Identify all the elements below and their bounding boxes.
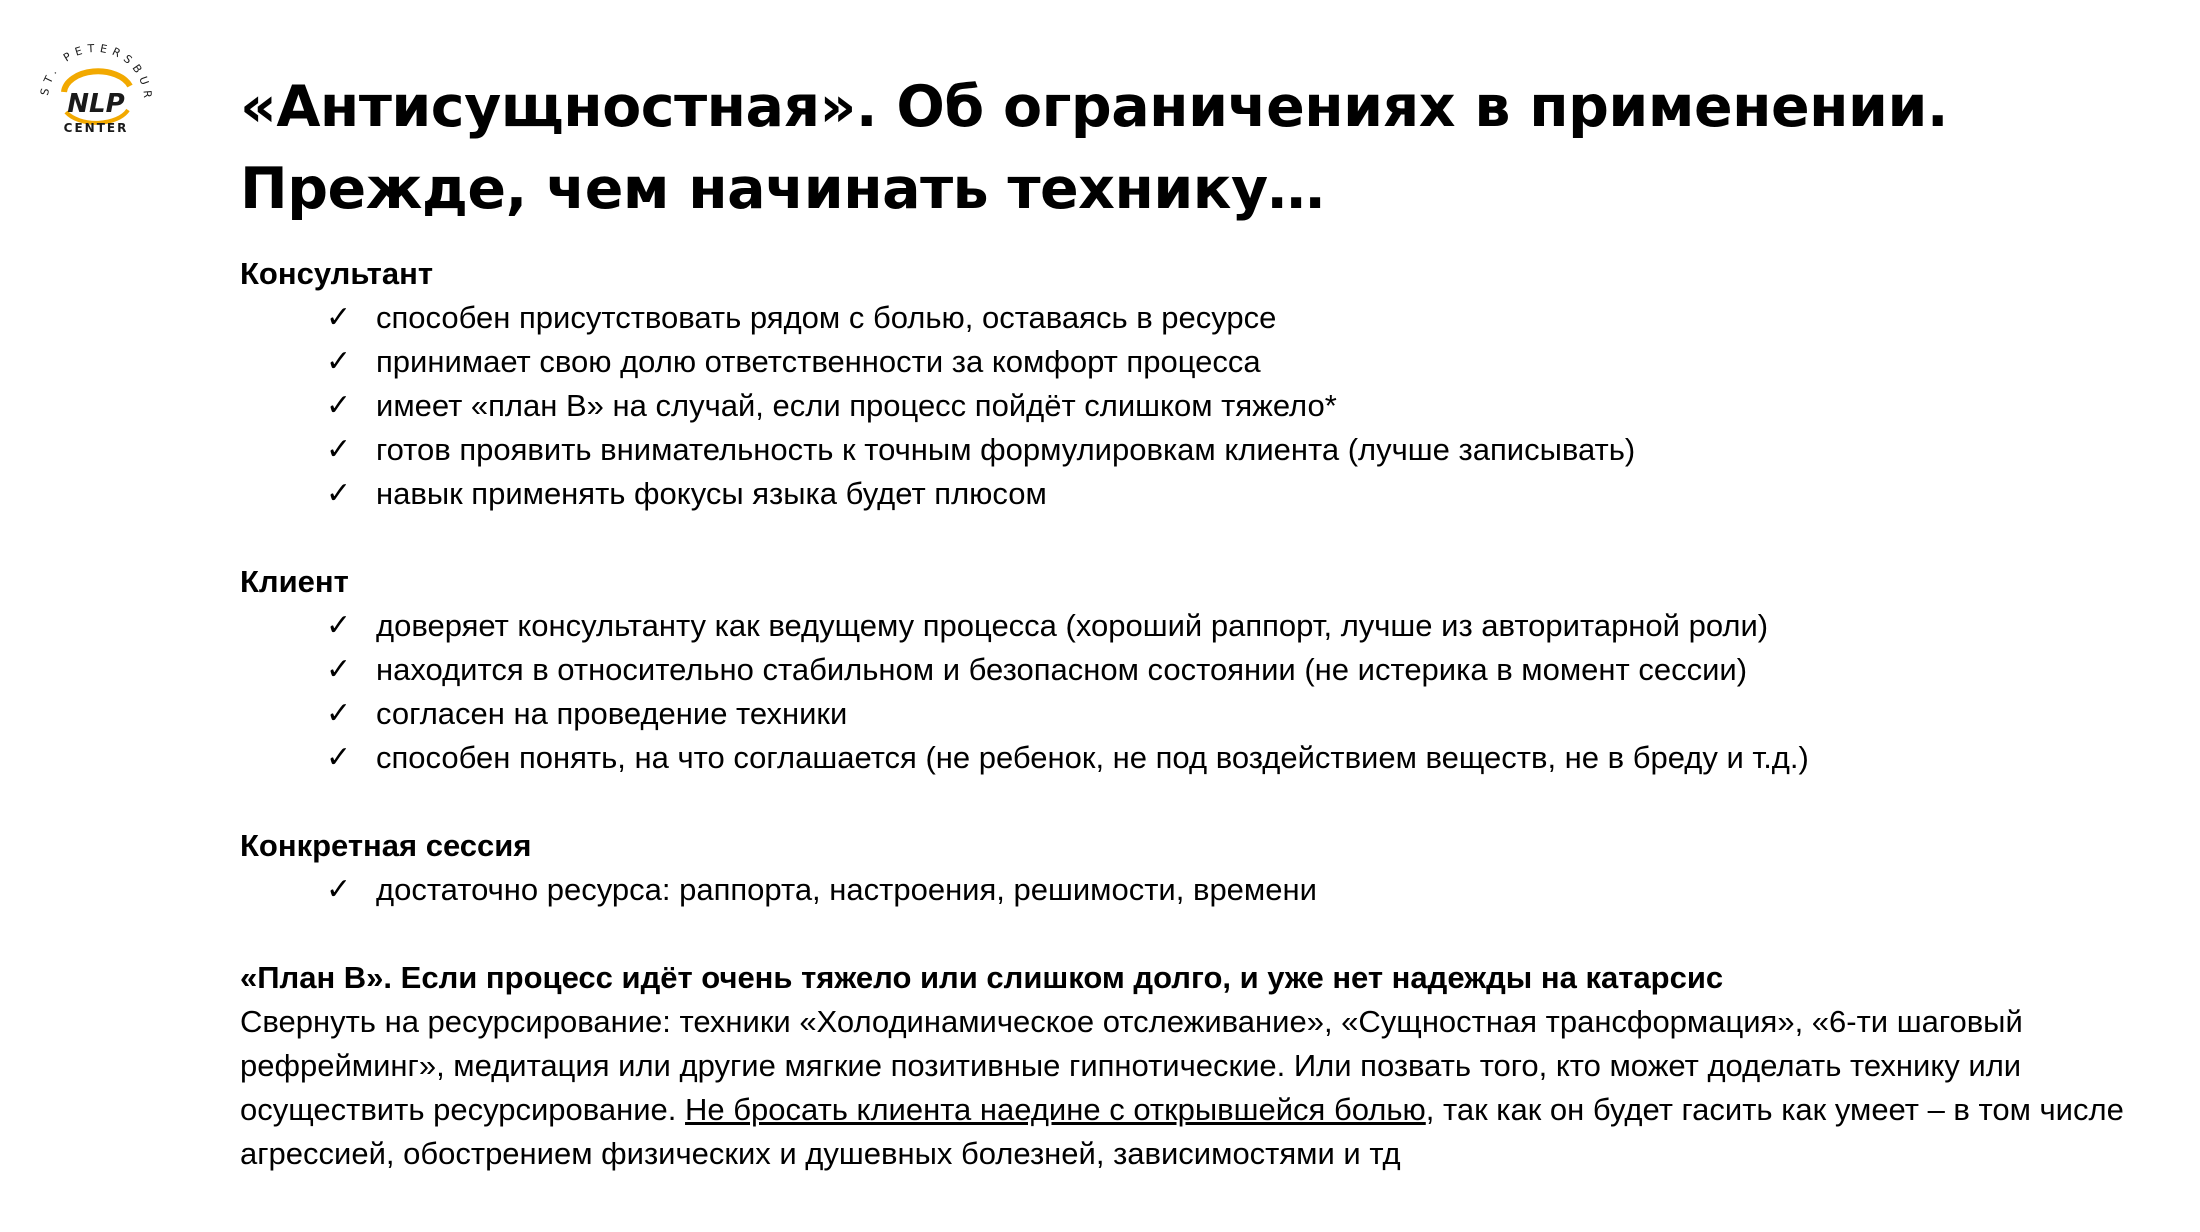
nlp-center-logo [26, 30, 166, 150]
list-item [240, 384, 2160, 428]
section-heading: Консультант [240, 256, 434, 291]
list-item-text: согласен на проведение техники [376, 696, 848, 731]
checklist [240, 604, 2160, 780]
list-item-text: способен присутствовать рядом с болью, оставаясь в ресурсе [376, 300, 1277, 335]
plan-b-text-start: Свернуть на ресурсирование: техники «Холодинамическое отслеживание», «Сущностная трансформация», «6-ти шаговый рефрейминг», медитация или другие мягкие позитивные гипнотические. Или позвать того, кто может доделать технику или осуществить ресурсирование. [240, 1004, 2023, 1127]
spacer [240, 516, 2160, 560]
title-line-2: Прежде, чем начинать технику… [240, 156, 1325, 222]
list-item-text: навык применять фокусы языка будет плюсом [376, 476, 1047, 511]
list-item [240, 296, 2160, 340]
section-heading: Клиент [240, 564, 349, 599]
section-consultant [240, 252, 2160, 516]
list-item-text: имеет «план В» на случай, если процесс пойдёт слишком тяжело* [376, 388, 1337, 423]
list-item [240, 604, 2160, 648]
list-item [240, 868, 2160, 912]
section-session [240, 824, 2160, 912]
list-item-text: способен понять, на что соглашается (не ребенок, не под воздействием веществ, не в бреду и т.д.) [376, 740, 1809, 775]
spacer [240, 912, 2160, 956]
checkmark-icon: ✓ [326, 653, 352, 686]
checklist [240, 296, 2160, 516]
list-item [240, 428, 2160, 472]
title-line-1: «Антисущностная». Об ограничениях в применении. [240, 74, 1949, 140]
list-item [240, 692, 2160, 736]
section-heading: Конкретная сессия [240, 828, 532, 863]
list-item-text: принимает свою долю ответственности за комфорт процесса [376, 344, 1261, 379]
section-plan-b [240, 956, 2160, 1176]
logo-sub: CENTER [63, 121, 129, 135]
spacer [240, 780, 2160, 824]
checkmark-icon: ✓ [326, 433, 352, 466]
checkmark-icon: ✓ [326, 389, 352, 422]
plan-b-heading: «План В». Если процесс идёт очень тяжело или слишком долго, и уже нет надежды на катарсис [240, 960, 1724, 995]
checkmark-icon: ✓ [326, 345, 352, 378]
logo-arc-text: ST. PETERSBUR [38, 41, 155, 104]
list-item-text: доверяет консультанту как ведущему процесса (хороший раппорт, лучше из авторитарной роли) [376, 608, 1769, 643]
checkmark-icon: ✓ [326, 609, 352, 642]
checkmark-icon: ✓ [326, 477, 352, 510]
checkmark-icon: ✓ [326, 741, 352, 774]
list-item-text: достаточно ресурса: раппорта, настроения, решимости, времени [376, 872, 1317, 907]
checklist [240, 868, 2160, 912]
list-item [240, 736, 2160, 780]
plan-b-underlined-text: Не бросать клиента наедине с открывшейся болью [685, 1092, 1426, 1127]
section-client [240, 560, 2160, 780]
plan-b-paragraph [240, 1000, 2160, 1176]
list-item [240, 648, 2160, 692]
list-item-text: готов проявить внимательность к точным формулировкам клиента (лучше записывать) [376, 432, 1636, 467]
checkmark-icon: ✓ [326, 697, 352, 730]
list-item [240, 340, 2160, 384]
list-item [240, 472, 2160, 516]
list-item-text: находится в относительно стабильном и безопасном состоянии (не истерика в момент сессии) [376, 652, 1748, 687]
logo-mark: NLP [67, 89, 125, 119]
slide-content [240, 252, 2160, 1176]
slide-title [240, 66, 1948, 230]
plan-b-text-end: , так как он будет гасить как умеет – в том числе агрессией, обострением физических и душевных болезней, зависимостями и тд [240, 1092, 2124, 1171]
checkmark-icon: ✓ [326, 301, 352, 334]
checkmark-icon: ✓ [326, 873, 352, 906]
logo-graphic [26, 30, 166, 150]
